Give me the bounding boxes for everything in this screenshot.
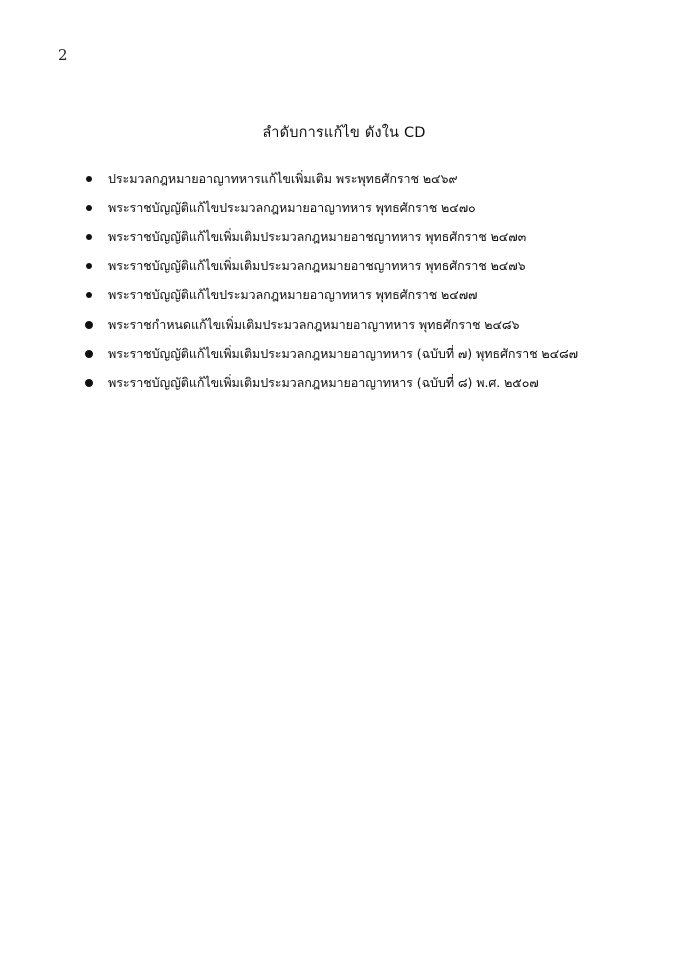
list-item	[86, 222, 578, 251]
bullet-icon	[86, 234, 92, 240]
list-item	[86, 339, 578, 368]
amendment-text: พระราชบัญญัติแก้ไขเพิ่มเติมประมวลกฎหมายอาชญาทหาร พุทธศักราช ๒๔๗๓	[108, 228, 527, 244]
bullet-icon	[86, 205, 92, 211]
list-item	[86, 281, 578, 310]
bullet-icon	[86, 292, 92, 298]
amendment-text: พระราชบัญญัติแก้ไขประมวลกฎหมายอาญาทหาร พุทธศักราช ๒๔๗๐	[108, 199, 476, 215]
bullet-icon	[85, 321, 93, 329]
list-item	[86, 368, 578, 397]
amendment-text: พระราชบัญญัติแก้ไขเพิ่มเติมประมวลกฎหมายอาชญาทหาร พุทธศักราช ๒๔๗๖	[108, 258, 526, 274]
amendment-list	[86, 164, 578, 398]
amendment-text: ประมวลกฎหมายอาญาทหารแก้ไขเพิ่มเติม พระพุทธศักราช ๒๔๖๙	[108, 170, 458, 186]
list-item	[86, 164, 578, 193]
list-item	[86, 310, 578, 339]
page-title: ลำดับการแก้ไข ดังใน CD	[262, 125, 426, 141]
list-item	[86, 193, 578, 222]
list-item	[86, 252, 578, 281]
amendment-text: พระราชบัญญัติแก้ไขประมวลกฎหมายอาญาทหาร พุทธศักราช ๒๔๗๗	[108, 287, 478, 303]
amendment-text: พระราชบัญญัติแก้ไขเพิ่มเติมประมวลกฎหมายอาญาทหาร (ฉบับที่ ๘) พ.ศ. ๒๕๐๗	[108, 374, 539, 390]
bullet-icon	[85, 379, 93, 387]
amendment-text: พระราชกำหนดแก้ไขเพิ่มเติมประมวลกฎหมายอาญาทหาร พุทธศักราช ๒๔๘๖	[108, 316, 520, 332]
amendment-text: พระราชบัญญัติแก้ไขเพิ่มเติมประมวลกฎหมายอาญาทหาร (ฉบับที่ ๗) พุทธศักราช ๒๔๘๗	[108, 345, 579, 361]
bullet-icon	[86, 263, 92, 269]
bullet-icon	[85, 350, 93, 358]
bullet-icon	[86, 176, 92, 182]
page-number: 2	[58, 46, 68, 64]
